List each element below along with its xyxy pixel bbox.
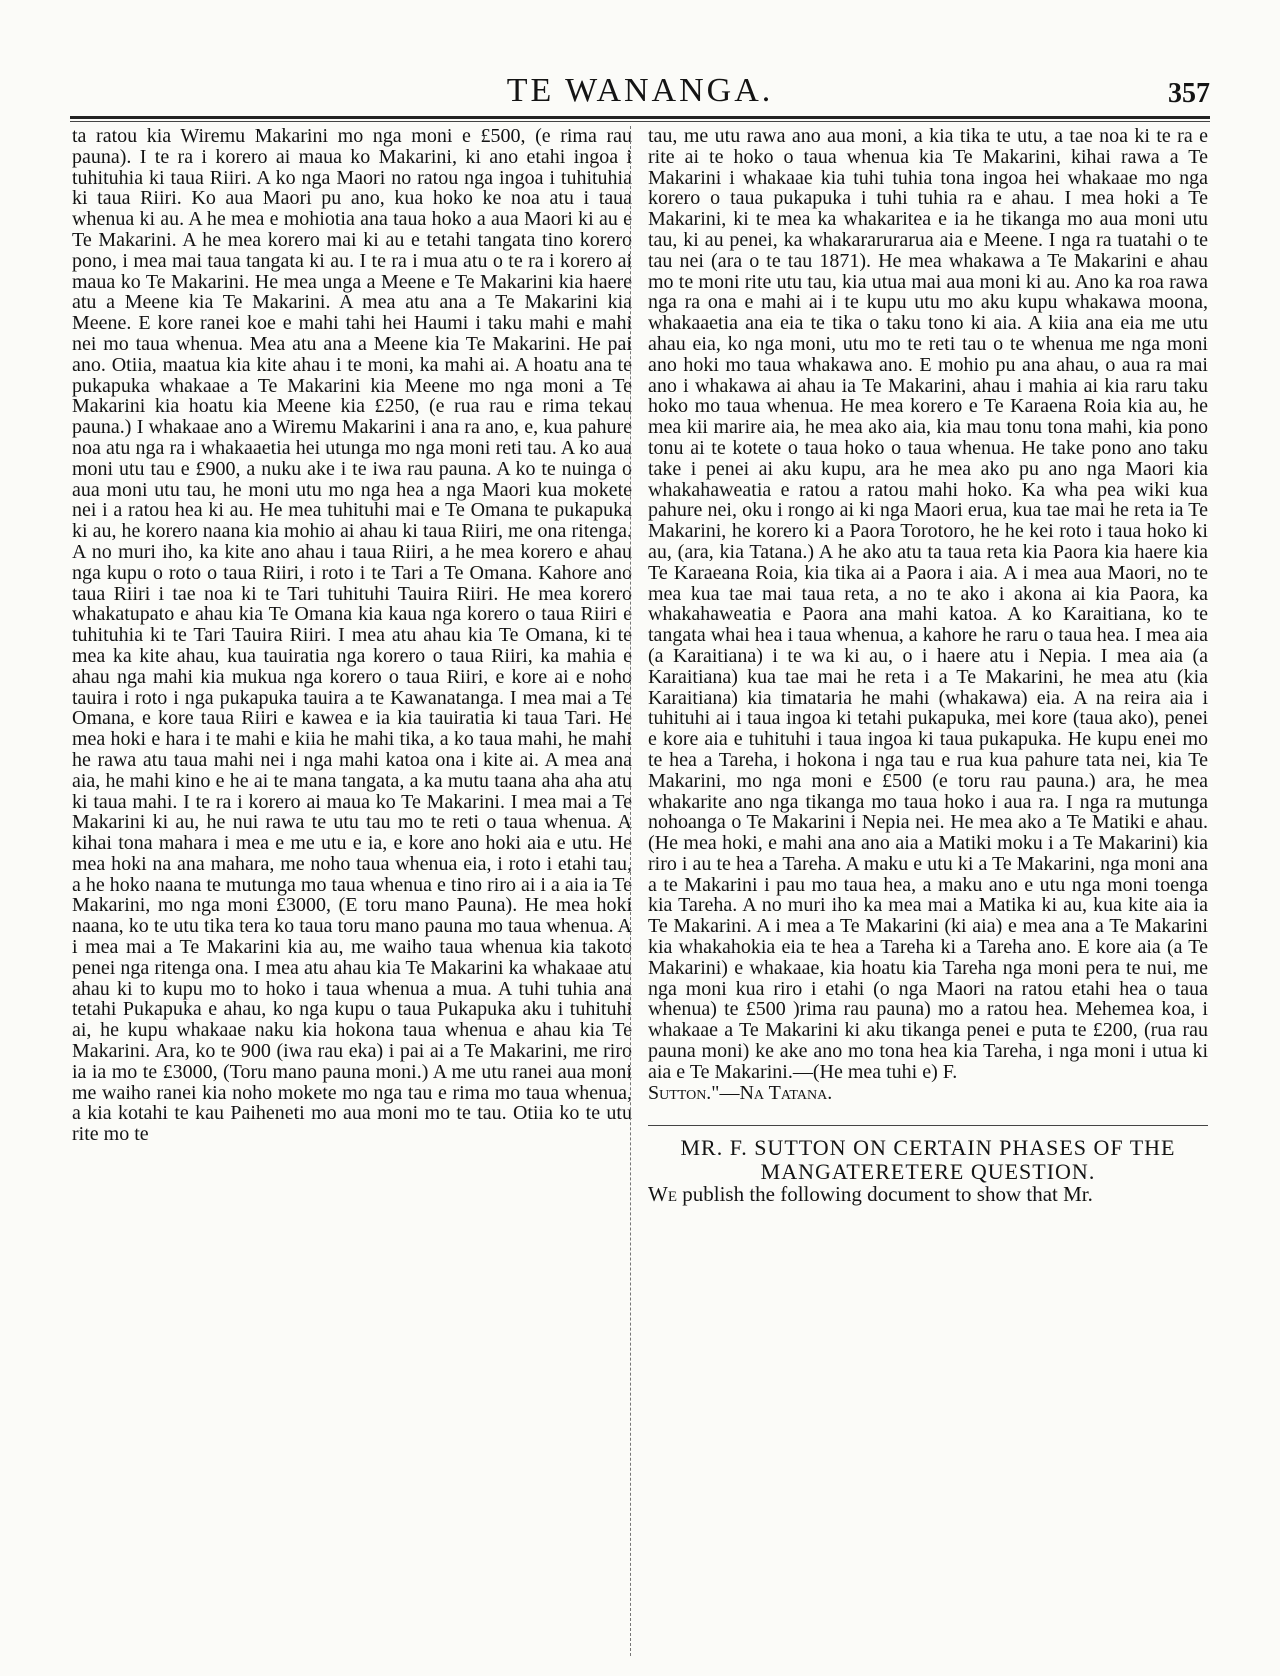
left-column: [72, 126, 632, 1145]
intro-rest: publish the following document to show that Mr.: [676, 1182, 1093, 1207]
intro-paragraph: [648, 1184, 1208, 1205]
header-rule: [70, 116, 1210, 119]
page-number: 357: [1168, 78, 1210, 109]
right-column: [648, 126, 1208, 1205]
section-heading: MR. F. SUTTON ON CERTAIN PHASES OF THE MANGATERETERE QUESTION.: [648, 1125, 1208, 1184]
signature: Sutton."—Na Tatana.: [648, 1081, 833, 1104]
page-title: TE WANANGA.: [506, 72, 774, 109]
column-divider: [630, 126, 631, 1656]
masthead: [70, 72, 1210, 112]
header-rule-thin: [70, 121, 1210, 122]
left-column-text: ta ratou kia Wiremu Makarini mo nga moni e £500, (e rima rau pauna). I te ra i korero ai maua ko Makarini, ki ano etahi ingoa i tuhituhia ki taua Riiri. A ko nga Maori no ratou nga ingoa i tuhituhia ki taua Riiri. Ko aua Maori pu ano, kua hoko ke noa atu i taua whenua ki au. A he mea e mohiotia ana taua hoko a aua Maori ki au e Te Makarini. A he mea korero mai ki au e tetahi tangata tino korero pono, i mea mai taua tangata ki au. I te ra i mua atu o te ra i korero ai maua ko Te Makarini. He mea unga a Meene e Te Makarini kia haere atu a Meene kia Te Makarini. A mea atu ana a Te Makarini kia Meene. E kore ranei koe e mahi tahi hei Haumi i taku mahi e mahi nei mo taua whenua. Mea atu ana a Meene kia Te Makarini. He pai ano. Otiia, maatua kia kite ahau i te moni, ka mahi ai. A hoatu ana te pukapuka whakaae a Te Makarini kia Meene mo nga moni a Te Makarini kia hoatu kia Meene kia £250, (e rua rau e rima tekau pauna.) I whakaae ano a Wiremu Makarini i ana ra ano, e, kua pahure noa atu nga ra i whakaaetia hei utunga mo nga moni reti tau. A ko aua moni utu tau e £900, a nuku ake i te iwa rau pauna. A ko te nuinga o aua moni utu tau, he moni utu mo nga hea a nga Maori kua mokete nei i a ratou hea ki au. He mea tuhituhi mai e Te Omana te pukapuka ki au, he korero naana kia mohio ai ahau ki taua Riiri, me ona ritenga. A no muri iho, ka kite ano ahau i taua Riiri, a he mea korero e ahau nga kupu o roto o taua Riiri, i roto i te Tari a Te Omana. Kahore ano taua Riiri i tae noa ki te Tari tuhituhi Tauira Riiri. He mea korero whakatupato e ahau kia Te Omana kia kaua nga korero o taua Riiri e tuhituhia ki te Tari Tauira Riiri. I mea atu ahau kia Te Omana, ki te mea ka kite ahau, kua tauiratia nga korero o taua Riiri, ka mahia e ahau nga mahi kia mukua nga korero o taua Riiri, e kore ai e noho tauira i roto i nga pukapuka tauira a te Kawanatanga. I mea mai a Te Omana, e kore taua Riiri e kawea e ia kia tauiratia ki taua Tari. He mea hoki e hara i te mahi e kiia he mahi tika, a ko taua mahi, he mahi he rawa atu taua mahi nei i nga mahi katoa ona i kite ai. A mea ana aia, he mahi kino e he ai te mana tangata, a ka mutu taana aha aha atu ki taua mahi. I te ra i korero ai maua ko Te Makarini. I mea mai a Te Makarini ki au, he nui rawa te utu tau mo te reti o taua whenua. A kihai tona mahara i mea e me utu e ia, e kore ano hoki aia e utu. He mea hoki na ana mahara, me noho taua whenua eia, i roto i etahi tau, a he hoko naana te mutunga mo taua whenua e tino riro ai i a aia ia Te Makarini, mo nga moni £3000, (E toru mano Pauna). He mea hoki naana, ko te utu tika tera ko taua toru mano pauna mo taua whenua. A i mea mai a Te Makarini kia au, me waiho taua whenua kia takoto penei nga ritenga ona. I mea atu ahau kia Te Makarini ka whakaae atu ahau ki to kupu mo to hoko i taua whenua a mua. A tuhi tuhia ana tetahi Pukapuka e ahau, ko nga kupu o taua Pukapuka aku i tuhituhi ai, he kupu whakaae naku kia hokona taua whenua e ahau kia Te Makarini. Ara, ko te 900 (iwa rau eka) i pai ai a Te Makarini, me riro ia ia mo te £3000, (Toru mano pauna moni.) A me utu ranei aua moni me waiho ranei kia noho mokete mo nga tau e rima mo taua whenua, a kia kotahi te kau Paiheneti mo aua moni mo te tau. Otiia ko te utu rite mo te: [72, 125, 632, 1146]
intro-lead: We: [648, 1182, 677, 1207]
right-column-text: tau, me utu rawa ano aua moni, a kia tika te utu, a tae noa ki te ra e rite ai te hoko o taua whenua kia Te Makarini, kihai rawa a Te Makarini i whakaae kia tuhi tuhia tona ingoa hei whakaae mo nga korero o taua pukapuka i tuhi tuhia ra e ahau. I mea hoki a Te Makarini, ki te mea ka whakaritea e ia he tikanga mo aua moni utu tau, ki au penei, ka whakararurarua aia e Meene. I nga ra tuatahi o te tau nei (ara o te tau 1871). He mea whakawa a Te Makarini e ahau mo te moni rite utu tau, kia utua mai aua moni ki au. Ano ka roa rawa nga ra ona e mahi ai i te kupu utu mo aku kupu whakawa moona, whakaaetia ana eia te tika o taku tono ki aia. A kiia ana eia me utu ahau eia, ko nga moni, utu mo te reti tau o te whenua me nga moni ano hoki mo taua whakawa ano. E mohio pu ana ahau, o aua ra mai ano i whakawa ai ahau ia Te Makarini, ahau i mahia ai kia raru taku hoko mo taua whenua. He mea korero e Te Karaena Roia kia au, he mea kii marire aia, he mea ako aia, kia mau tonu tona mahi, kia pono tonu ai te kotete o taua hoko o taua whenua. He take pono ano taku take i penei ai aku kupu, ara he mea ako pu ano nga Maori kia whakahaweatia e ratou a ratou mahi hoko. Ka wha pea wiki kua pahure nei, oku i rongo ai ki nga Maori erua, kua tae mai he reta ia Te Makarini, he korero ki a Paora Torotoro, he he kei roto i taua hoko ki au, (ara, kia Tatana.) A he ako atu ta taua reta kia Paora kia haere kia Te Karaeana Roia, kia tika ai a Paora i aia. A i mea aua Maori, no te mea kua tae mai taua reta, a no te ako i akona ai kia Paora, ka whakahaweatia e Paora ana mahi katoa. A ko Karaitiana, ko te tangata whai hea i taua whenua, a kahore he raru o taua hea. I mea aia (a Karaitiana) i te wa ki au, o i haere atu i Nepia. I mea aia (a Karaitiana) kua tae mai he reta i a Te Makarini, he mea atu (kia Karaitiana) kia timataria he mahi (whakawa) eia. A na reira aia i tuhituhi ai i taua ingoa ki tetahi pukapuka, mei kore (taua ako), penei e kore aia e tuhituhi i taua ingoa ki taua pukapuka. He kupu enei mo te hea a Tareha, i hokona i nga tau e rua kua pahure tata nei, kia Te Makarini, mo nga moni e £500 (e toru rau pauna.) ara, he mea whakarite ano nga tikanga mo taua hoko i aua ra. I nga ra mutunga nohoanga o Te Makarini i Nepia nei. He mea ako a Te Matiki e ahau. (He mea hoki, e mahi ana ano aia a Matiki moku i a Te Makarini) kia riro i au te hea a Tareha. A maku e utu ki a Te Makarini, nga moni ana a te Makarini i pau mo taua hea, a maku ano e utu nga moni toenga kia Tareha. A no muri iho ka mea mai a Matika ki au, kua kite aia ia Te Makarini. A i mea a Te Makarini (ki aia) e mea ana a Te Makarini kia whakahokia eia te hea a Tareha ki a Tareha ano. E kore aia (a Te Makarini) e whakaae, kia hoatu kia Tareha nga moni pera te nui, me nga moni kua riro i etahi (o nga Maori na ratou etahi hea o taua whenua) te £500 )rima rau pauna) mo a ratou hea. Mehemea koa, i whakaae a Te Makarini ki aku tikanga penei e puta te £200, (rua rau pauna moni) ke ake ano mo tona hea kia Tareha, i nga moni i utua ki aia e Te Makarini.—(He mea tuhi e) F.: [648, 125, 1208, 1083]
